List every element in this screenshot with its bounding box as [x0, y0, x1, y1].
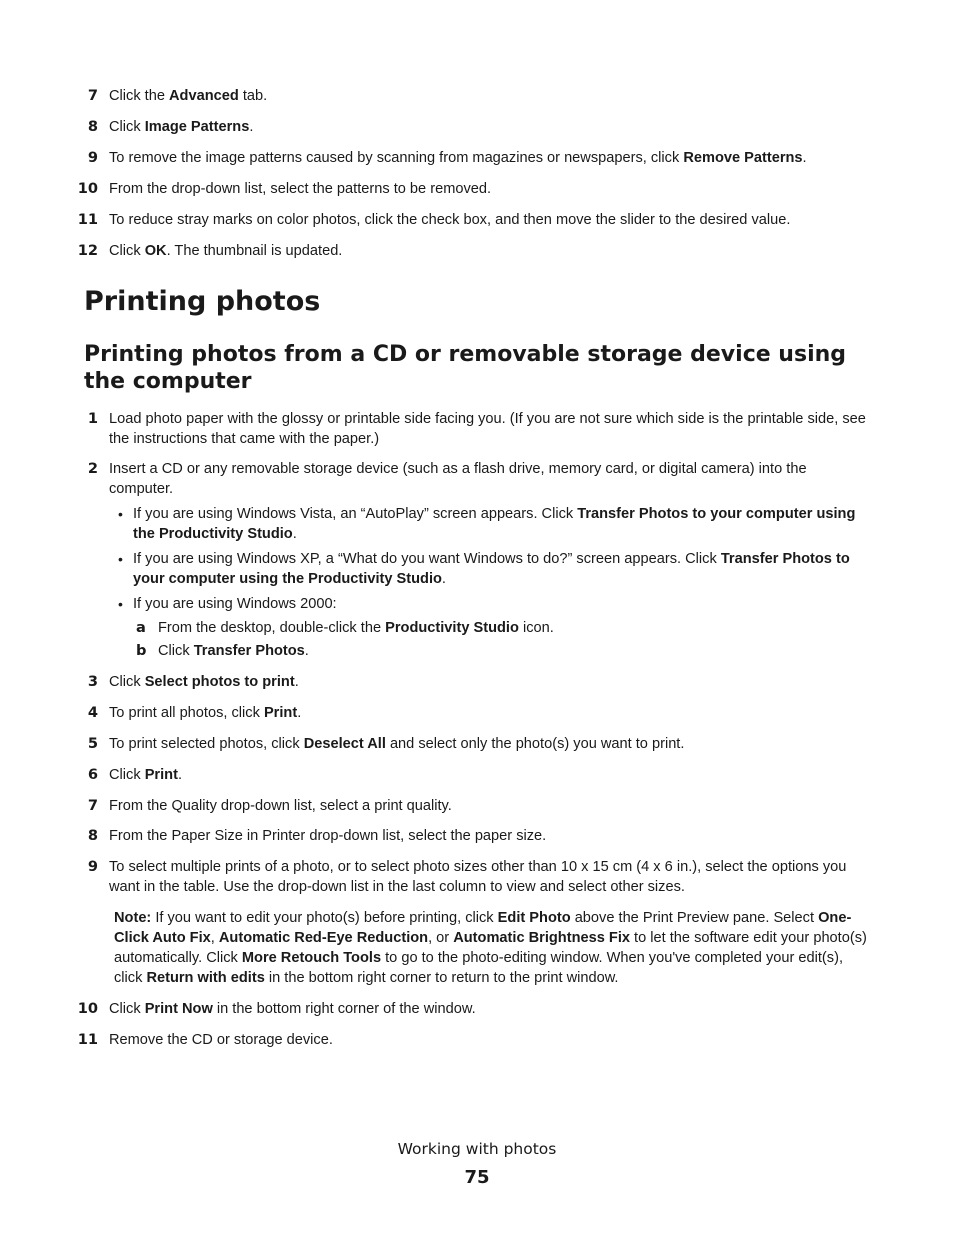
- substep-letter: b: [136, 642, 147, 659]
- substep-letter: a: [136, 619, 146, 636]
- step-number: 7: [87, 797, 98, 814]
- step-text: From the Quality drop-down list, select a print quality.: [109, 798, 452, 814]
- step-number: 7: [87, 87, 98, 104]
- bold-term: One-Click Auto Fix: [114, 910, 852, 946]
- step-text: Click the Advanced tab.: [109, 88, 268, 104]
- step-text: To print selected photos, click Deselect All and select only the photo(s) you want to print.: [109, 736, 685, 752]
- step-number: 10: [77, 1000, 98, 1017]
- step-number: 8: [87, 827, 98, 844]
- bold-term: Transfer Photos to your computer using the Productivity Studio: [133, 506, 856, 542]
- bold-term: Transfer Photos to your computer using the Productivity Studio: [133, 551, 850, 587]
- step-text: Load photo paper with the glossy or printable side facing you. (If you are not sure which side is the printable side, see the instructions that came with the paper.): [109, 411, 866, 447]
- step-text: From the Paper Size in Printer drop-down list, select the paper size.: [109, 828, 547, 844]
- step-text: Remove the CD or storage device.: [109, 1032, 333, 1048]
- bold-term: Edit Photo: [497, 910, 571, 926]
- step-number: 9: [87, 858, 98, 875]
- step-number: 5: [87, 735, 98, 752]
- step-text: Click OK. The thumbnail is updated.: [109, 243, 343, 259]
- bold-term: Select photos to print: [144, 674, 295, 690]
- bullet-dot: •: [118, 596, 123, 612]
- bold-term: Transfer Photos: [193, 643, 305, 659]
- step-number: 12: [77, 242, 98, 259]
- step-text: Click Print Now in the bottom right corner of the window.: [109, 1001, 476, 1017]
- step-text: Insert a CD or any removable storage device (such as a flash drive, memory card, or digital camera) into the computer.: [109, 461, 807, 497]
- bold-term: Return with edits: [146, 970, 265, 986]
- heading-printing-photos: Printing photos: [84, 286, 321, 317]
- step-text: To reduce stray marks on color photos, click the check box, and then move the slider to the desired value.: [109, 212, 791, 228]
- step-number: 4: [87, 704, 98, 721]
- bullet-text: If you are using Windows Vista, an “AutoPlay” screen appears. Click Transfer Photos to your computer using the Productivity Studio.: [133, 506, 856, 542]
- step-number: 11: [77, 211, 98, 228]
- step-number: 1: [87, 410, 98, 427]
- bold-term: More Retouch Tools: [241, 950, 382, 966]
- substep-text: Click Transfer Photos.: [158, 643, 309, 659]
- step-number: 9: [87, 149, 98, 166]
- page-number: 75: [464, 1167, 490, 1188]
- bold-term: Print Now: [144, 1001, 213, 1017]
- bold-term: Remove Patterns: [683, 150, 803, 166]
- bold-term: OK: [144, 243, 167, 259]
- bullet-text: If you are using Windows 2000:: [133, 596, 337, 612]
- bullet-text: If you are using Windows XP, a “What do you want Windows to do?” screen appears. Click Transfer Photos to your computer using the Productivity Studio.: [133, 551, 850, 587]
- step-text: From the drop-down list, select the patterns to be removed.: [109, 181, 492, 197]
- step-number: 10: [77, 180, 98, 197]
- step-text: To print all photos, click Print.: [109, 705, 302, 721]
- step-text: Click Print.: [109, 767, 182, 783]
- step-text: Click Select photos to print.: [109, 674, 299, 690]
- step-number: 11: [77, 1031, 98, 1048]
- bold-term: Note:: [114, 910, 152, 926]
- footer-section-title: Working with photos: [397, 1140, 557, 1158]
- step-number: 2: [87, 460, 98, 477]
- step-number: 8: [87, 118, 98, 135]
- step-text: To remove the image patterns caused by scanning from magazines or newspapers, click Remove Patterns.: [109, 150, 807, 166]
- bold-term: Image Patterns: [144, 119, 250, 135]
- bold-term: Productivity Studio: [385, 620, 519, 636]
- note-block: Note: If you want to edit your photo(s) before printing, click Edit Photo above the Print Preview pane. Select One-Click Auto Fix, Automatic Red-Eye Reduction, or Automatic Brightness Fix to let the software edit your photo(s) automatically. Click More Retouch Tools to go to the photo-editing window. When you've completed your edit(s), click Return with edits in the bottom right corner to return to the print window.: [114, 910, 867, 986]
- bullet-dot: •: [118, 551, 123, 567]
- step-text: To select multiple prints of a photo, or to select photo sizes other than 10 x 15 cm (4 x 6 in.), select the options you want in the table. Use the drop-down list in the last column to view and select other sizes.: [109, 859, 847, 895]
- bold-term: Advanced: [169, 88, 239, 104]
- bold-term: Print: [144, 767, 178, 783]
- heading-printing-from-cd: Printing photos from a CD or removable storage device using the computer: [84, 342, 847, 394]
- bold-term: Automatic Red-Eye Reduction: [218, 930, 429, 946]
- bullet-dot: •: [118, 506, 123, 522]
- bold-term: Automatic Brightness Fix: [453, 930, 630, 946]
- step-number: 6: [87, 766, 98, 783]
- bold-term: Print: [263, 705, 298, 721]
- substep-text: From the desktop, double-click the Productivity Studio icon.: [158, 620, 554, 636]
- bold-term: Deselect All: [303, 736, 386, 752]
- step-number: 3: [87, 673, 98, 690]
- step-text: Click Image Patterns.: [109, 119, 254, 135]
